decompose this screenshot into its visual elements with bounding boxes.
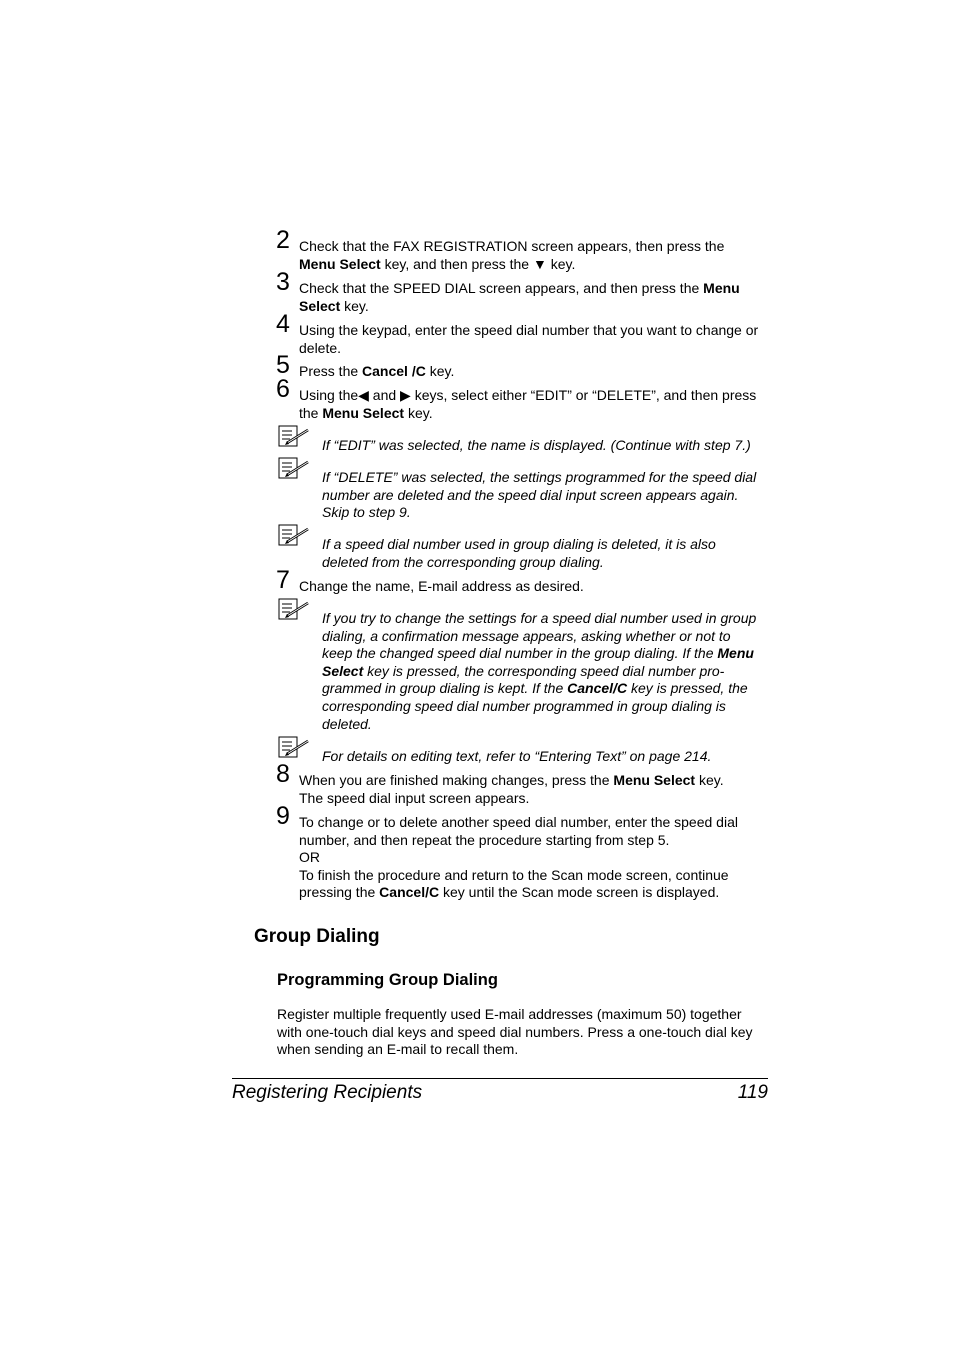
note-text-line: Skip to step 9. bbox=[322, 504, 411, 521]
step-number: 2 bbox=[276, 226, 290, 254]
key-name: Select bbox=[299, 297, 341, 314]
step-text-line: OR bbox=[299, 849, 320, 866]
paragraph-line: with one-touch dial keys and speed dial numbers. Press a one-touch dial key bbox=[277, 1023, 753, 1040]
key-name: Menu Select bbox=[613, 772, 696, 788]
step-text-line: pressing the bbox=[299, 884, 380, 901]
note-text bbox=[322, 536, 772, 571]
step-text-line: key. bbox=[425, 363, 455, 379]
note-text-line: keep the changed speed dial number in the group dialing. If the bbox=[322, 645, 718, 662]
step-number: 9 bbox=[276, 802, 290, 830]
step-text-line: To change or to delete another speed dial number, enter the speed dial bbox=[299, 814, 738, 830]
note-pencil-icon bbox=[278, 598, 312, 622]
step-text-line: Check that the SPEED DIAL screen appears, and then press the bbox=[299, 280, 704, 296]
key-name: Select bbox=[322, 662, 364, 679]
note-text-line: number are deleted and the speed dial input screen appears again. bbox=[322, 486, 739, 503]
step-text-line: key. bbox=[695, 772, 724, 788]
note-text bbox=[322, 437, 772, 455]
step-text-line: To finish the procedure and return to the Scan mode screen, continue bbox=[299, 866, 729, 883]
step-text bbox=[299, 322, 774, 357]
footer-rule bbox=[232, 1078, 768, 1079]
note-text-line: key is pressed, the bbox=[627, 680, 748, 697]
step-text bbox=[299, 238, 774, 273]
step-text-line: key. bbox=[404, 404, 433, 421]
step-text-line: Press the bbox=[299, 363, 363, 379]
key-name: Cancel/C bbox=[567, 680, 628, 697]
key-name: Menu bbox=[717, 645, 754, 662]
note-text-line: dialing, a confirmation message appears, asking whether or not to bbox=[322, 627, 731, 644]
note-text-line: key is pressed, the corresponding speed dial number pro- bbox=[363, 662, 725, 679]
note-text-line: If “DELETE” was selected, the settings programmed for the speed dial bbox=[322, 469, 757, 485]
step-text-line: Change the name, E-mail address as desired. bbox=[299, 578, 584, 594]
paragraph-line: when sending an E-mail to recall them. bbox=[277, 1041, 519, 1058]
footer-title: Registering Recipients bbox=[232, 1082, 423, 1103]
step-text bbox=[299, 363, 774, 381]
note-text-line: If you try to change the settings for a speed dial number used in group bbox=[322, 610, 757, 626]
note-text bbox=[322, 610, 772, 733]
key-name: Cancel/C bbox=[379, 884, 440, 901]
note-text-line: If a speed dial number used in group dialing is deleted, it is also bbox=[322, 536, 716, 552]
step-text bbox=[299, 772, 774, 807]
step-text-line: key. bbox=[340, 297, 369, 314]
note-pencil-icon bbox=[278, 425, 312, 449]
note-text-line: If “EDIT” was selected, the name is displayed. (Continue with step 7.) bbox=[322, 437, 751, 453]
step-text bbox=[299, 280, 774, 315]
step-text bbox=[299, 578, 774, 596]
step-text-line: Using the keypad, enter the speed dial number that you want to change or bbox=[299, 322, 759, 338]
key-name: Menu Select bbox=[322, 404, 405, 421]
key-name: Cancel /C bbox=[362, 363, 426, 379]
step-text-line: number, and then repeat the procedure starting from step 5. bbox=[299, 831, 670, 848]
key-name: Menu bbox=[703, 280, 740, 296]
note-text-line: deleted from the corresponding group dialing. bbox=[322, 553, 604, 570]
subsection-heading: Programming Group Dialing bbox=[277, 971, 498, 989]
note-text-line: grammed in group dialing is kept. If the bbox=[322, 680, 568, 697]
note-text bbox=[322, 469, 772, 522]
step-text-line: The speed dial input screen appears. bbox=[299, 789, 530, 806]
step-number: 3 bbox=[276, 268, 290, 296]
note-pencil-icon bbox=[278, 736, 312, 760]
body-paragraph bbox=[277, 1006, 772, 1059]
step-text bbox=[299, 814, 774, 902]
note-text bbox=[322, 748, 772, 766]
step-text-line: Using the◀ and ▶ keys, select either “EDIT” or “DELETE”, and then press bbox=[299, 387, 757, 403]
step-number: 7 bbox=[276, 566, 290, 594]
step-text bbox=[299, 387, 774, 422]
section-heading: Group Dialing bbox=[254, 926, 380, 947]
step-number: 8 bbox=[276, 760, 290, 788]
step-text-line: delete. bbox=[299, 339, 342, 356]
page-number: 119 bbox=[737, 1082, 768, 1103]
paragraph-line: Register multiple frequently used E-mail addresses (maximum 50) together bbox=[277, 1006, 742, 1022]
key-name: Menu Select bbox=[299, 255, 381, 272]
step-text-line: When you are finished making changes, press the bbox=[299, 772, 614, 788]
step-number: 6 bbox=[276, 375, 290, 403]
step-number: 5 bbox=[276, 351, 290, 379]
note-text-line: deleted. bbox=[322, 715, 372, 732]
note-pencil-icon bbox=[278, 524, 312, 548]
step-number: 4 bbox=[276, 310, 290, 338]
step-text-line: key, and then press the ▼ key. bbox=[380, 255, 576, 272]
note-text-line: corresponding speed dial number programmed in group dialing is bbox=[322, 697, 726, 714]
note-text-line: For details on editing text, refer to “Entering Text” on page 214. bbox=[322, 748, 712, 764]
step-text-line: the bbox=[299, 404, 323, 421]
step-text-line: Check that the FAX REGISTRATION screen appears, then press the bbox=[299, 238, 725, 254]
note-pencil-icon bbox=[278, 457, 312, 481]
step-text-line: key until the Scan mode screen is displayed. bbox=[439, 884, 720, 901]
